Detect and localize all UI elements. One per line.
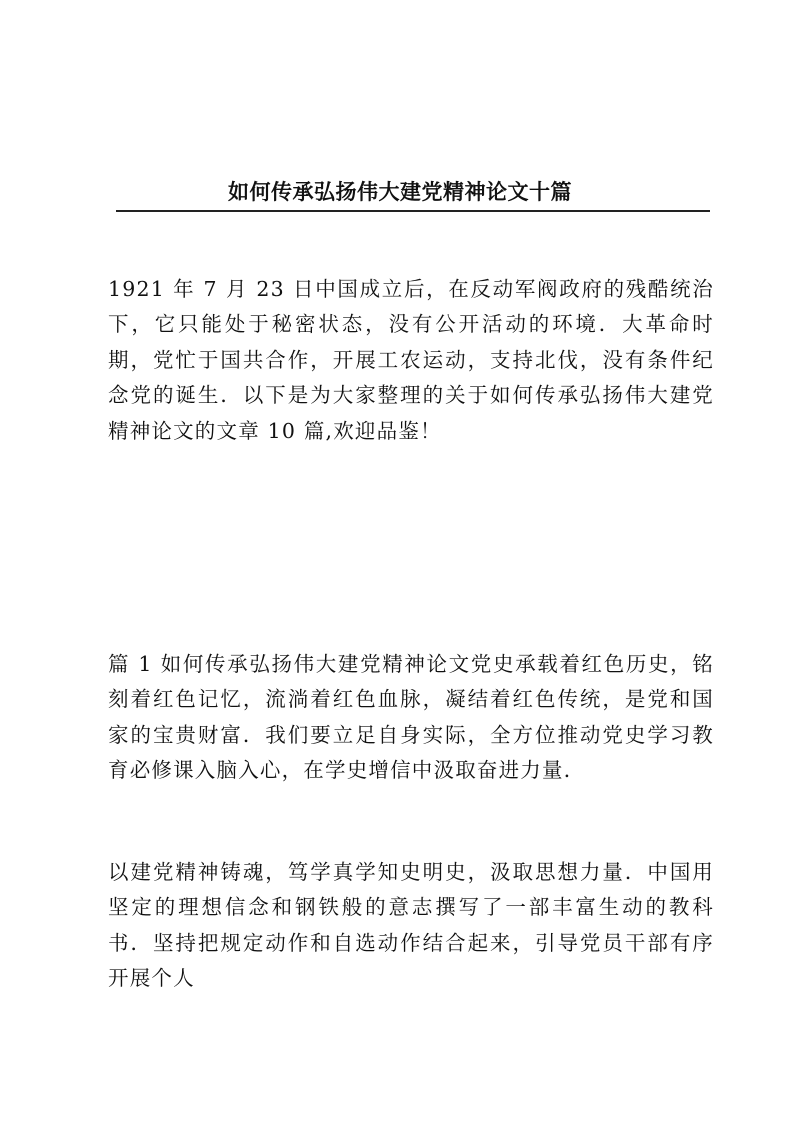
intro-paragraph: 1921 年 7 月 23 日中国成立后，在反动军阀政府的残酷统治下，它只能处于秘密状态，没有公开活动的环境．大革命时期，党忙于国共合作，开展工农运动，支持北伐，没有条件纪念党的诞生．以下是为大家整理的关于如何传承弘扬伟大建党精神论文的文章 10 篇,欢迎品鉴！: [108, 277, 714, 443]
title-underline: [116, 210, 710, 212]
article-1-paragraph: 篇 1 如何传承弘扬伟大建党精神论文党史承载着红色历史，铭刻着红色记忆，流淌着红色血脉，凝结着红色传统，是党和国家的宝贵财富．我们要立足自身实际，全方位推动党史学习教育必修课入脑入心，在学史增信中汲取奋进力量．: [108, 652, 714, 783]
body-paragraph: 以建党精神铸魂，笃学真学知史明史，汲取思想力量．中国用坚定的理想信念和钢铁般的意志撰写了一部丰富生动的教科书．坚持把规定动作和自选动作结合起来，引导党员干部有序开展个人: [108, 860, 714, 991]
document-title: 如何传承弘扬伟大建党精神论文十篇: [228, 180, 572, 205]
